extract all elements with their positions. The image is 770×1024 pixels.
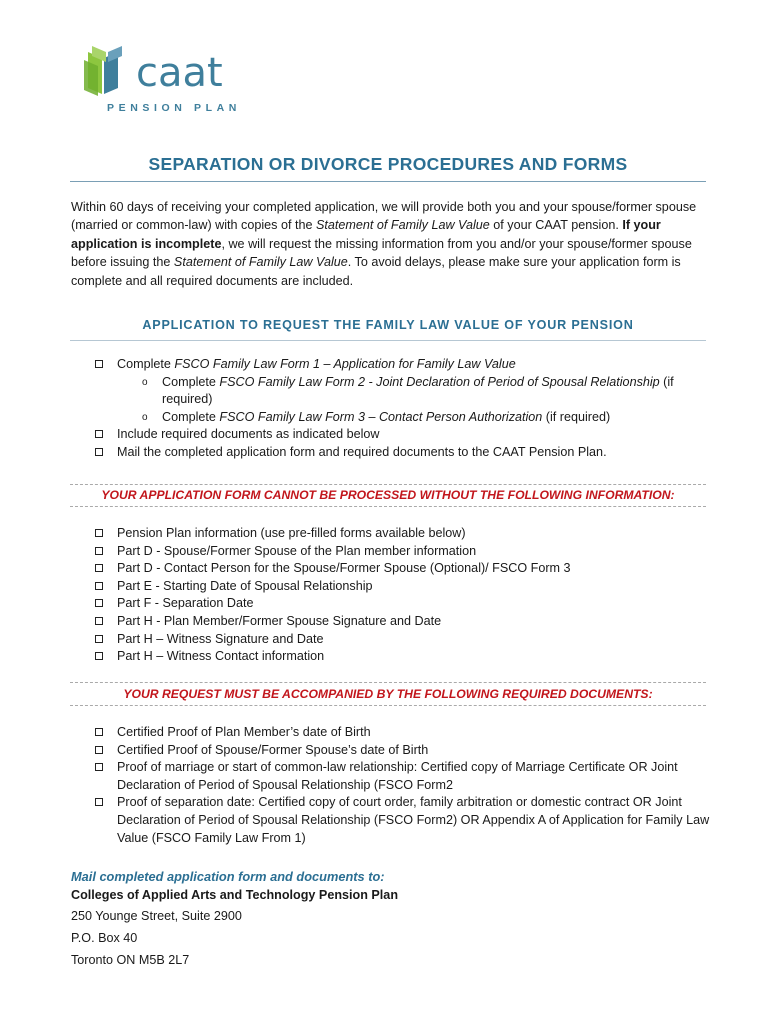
logo-wordmark: caat	[136, 50, 223, 96]
mail-street: 250 Younge Street, Suite 2900	[71, 909, 242, 923]
application-steps	[0, 356, 770, 462]
checkbox-icon	[95, 582, 103, 590]
title-divider	[70, 181, 706, 182]
warning-required-docs: YOUR REQUEST MUST BE ACCOMPANIED BY THE FOLLOWING REQUIRED DOCUMENTS:	[123, 687, 653, 701]
checkbox-icon	[95, 763, 103, 771]
dashed-divider	[70, 705, 706, 706]
circle-bullet-icon: o	[142, 376, 148, 388]
list-item: Part D - Contact Person for the Spouse/Former Spouse (Optional)/ FSCO Form 3	[0, 560, 770, 578]
checkbox-icon	[95, 360, 103, 368]
dashed-divider	[70, 506, 706, 507]
checkbox-icon	[95, 635, 103, 643]
mail-po-box: P.O. Box 40	[71, 931, 138, 945]
list-item: o Complete FSCO Family Law Form 3 – Contact Person Authorization (if required)	[0, 409, 770, 427]
caat-logo	[80, 42, 241, 118]
mail-city: Toronto ON M5B 2L7	[71, 953, 190, 967]
circle-bullet-icon: o	[142, 411, 148, 423]
list-item: Part D - Spouse/Former Spouse of the Plan member information	[0, 543, 770, 561]
book-leaf-icon	[80, 42, 136, 98]
warning-required-info: YOUR APPLICATION FORM CANNOT BE PROCESSED WITHOUT THE FOLLOWING INFORMATION:	[101, 488, 675, 502]
checkbox-icon	[95, 746, 103, 754]
application-heading: APPLICATION TO REQUEST THE FAMILY LAW VALUE OF YOUR PENSION	[142, 318, 634, 332]
checkbox-icon	[95, 448, 103, 456]
list-item: Mail the completed application form and required documents to the CAAT Pension Plan.	[0, 444, 770, 462]
intro-paragraph: Within 60 days of receiving your completed application, we will provide both you and your spouse/former spouse (married or common-law) with copies of the Statement of Family Law Value of your CAAT pension. If your application is incomplete, we will request the missing information from you and/or your spouse/former spouse before issuing the Statement of Family Law Value. To avoid delays, please make sure your application form is complete and all required documents are included.	[71, 200, 697, 288]
checkbox-icon	[95, 652, 103, 660]
list-item: o Complete FSCO Family Law Form 2 - Joint Declaration of Period of Spousal Relationship (if required)	[142, 374, 674, 407]
dashed-divider	[70, 484, 706, 485]
checkbox-icon	[95, 617, 103, 625]
checkbox-icon	[95, 728, 103, 736]
mail-heading: Mail completed application form and documents to:	[71, 869, 385, 884]
application-divider	[70, 340, 706, 341]
list-item: Part H – Witness Contact information	[0, 648, 770, 666]
list-item: Include required documents as indicated below	[0, 426, 770, 444]
logo-subtitle: PENSION PLAN	[107, 102, 241, 114]
mail-name: Colleges of Applied Arts and Technology Pension Plan	[71, 888, 399, 902]
required-docs-list	[0, 724, 770, 847]
list-item: Part H - Plan Member/Former Spouse Signature and Date	[0, 613, 770, 631]
page-title: SEPARATION OR DIVORCE PROCEDURES AND FORMS	[148, 154, 628, 174]
list-item: Part F - Separation Date	[0, 595, 770, 613]
checkbox-icon	[95, 798, 103, 806]
checkbox-icon	[95, 529, 103, 537]
list-item: Proof of separation date: Certified copy of court order, family arbitration or domestic contract OR Joint Declaration of Period of Spousal Relationship (FSCO Form2) OR Appendix A of Application for Family Law Value (FSCO Family Law From 1)	[0, 794, 770, 847]
list-item: Part H – Witness Signature and Date	[0, 631, 770, 649]
list-item: Complete FSCO Family Law Form 1 – Application for Family Law Value	[0, 356, 770, 374]
dashed-divider	[70, 682, 706, 683]
list-item: Proof of marriage or start of common-law relationship: Certified copy of Marriage Certificate OR Joint Declaration of Period of Spousal Relationship (FSCO Form2	[0, 759, 770, 794]
list-item: Certified Proof of Spouse/Former Spouse’s date of Birth	[0, 742, 770, 760]
list-item: Certified Proof of Plan Member’s date of Birth	[0, 724, 770, 742]
checkbox-icon	[95, 430, 103, 438]
checkbox-icon	[95, 547, 103, 555]
list-item: Part E - Starting Date of Spousal Relationship	[0, 578, 770, 596]
checkbox-icon	[95, 599, 103, 607]
checkbox-icon	[95, 564, 103, 572]
list-item: Pension Plan information (use pre-filled forms available below)	[0, 525, 770, 543]
required-info-list	[0, 525, 770, 666]
